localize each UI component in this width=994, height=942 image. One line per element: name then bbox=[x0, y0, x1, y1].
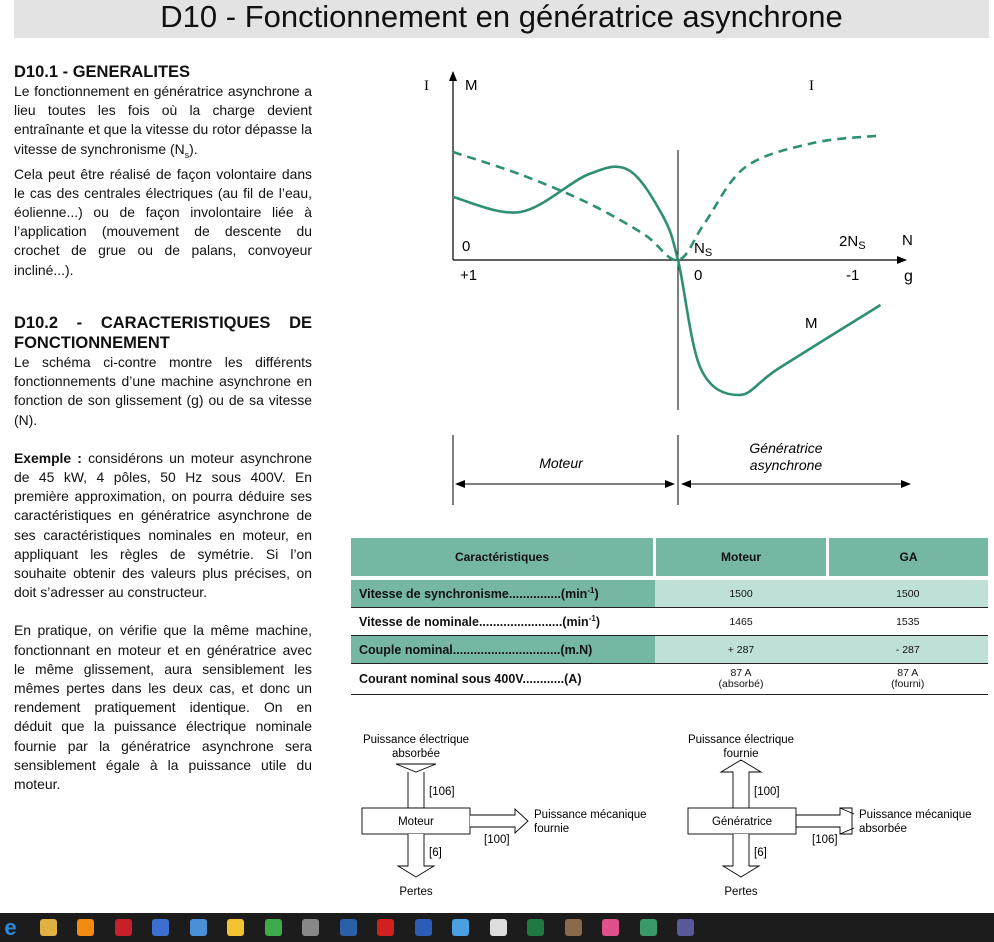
flow-ga-side-value: [106] bbox=[812, 834, 838, 846]
flow-moteur-box-label: Moteur bbox=[398, 816, 434, 828]
flow-moteur-side-value: [100] bbox=[484, 834, 510, 846]
series-label-M: M bbox=[805, 315, 818, 332]
table-row: Couple nominal...............................(m.N) + 287 - 287 bbox=[351, 636, 988, 664]
image-icon[interactable] bbox=[565, 919, 582, 936]
flow-ga-bottom-value: [6] bbox=[754, 847, 767, 859]
flow-ga-out-arrow bbox=[721, 760, 761, 808]
flow-ga-side-label-2: absorbée bbox=[859, 823, 907, 835]
series-label-I: I bbox=[809, 78, 814, 94]
flow-ga-side-arrow bbox=[796, 808, 854, 834]
region-ga-label-2: asynchrone bbox=[749, 457, 823, 473]
flow-moteur-top-label-1: Puissance électrique bbox=[362, 734, 470, 746]
speed-tick-2ns: $2N_S$ bbox=[839, 233, 866, 252]
section-generalites bbox=[14, 62, 312, 280]
colors-icon[interactable] bbox=[602, 919, 619, 936]
table-row: Vitesse de $synchronisme...............(\min^{-1})$ 1500 1500 bbox=[351, 580, 988, 608]
section1-heading: D10.1 - GENERALITES bbox=[14, 63, 191, 81]
region-moteur-label: Moteur bbox=[539, 455, 583, 471]
camera-icon[interactable] bbox=[190, 919, 207, 936]
section2-para3: En pratique, on vérifie que la même machine, fonctionnant en moteur et en génératrice avec le même glissement, aura sensiblement les mêmes pertes dans les deux cas, et donc un rendement pratiquement identique. On en déduit que la puissance électrique nominale fournie par la génératrice asynchrone sera sensiblement égale à la puissance utile du moteur. bbox=[14, 622, 312, 793]
flow-ga-box-label: Génératrice bbox=[711, 816, 773, 828]
characteristics-table bbox=[351, 538, 988, 695]
flow-moteur-side-arrow bbox=[470, 809, 528, 833]
section2-example: Exemple : considérons un moteur asynchrone de 45 kW, 4 pôles, 50 Hz sous 400V. En première approximation, on pourra déduire ses caractéristiques en génératrice asynchrone de ses caractéristiques nominales en moteur, en appliquant les règles de symétrie. Si l’on souhaite obtenir des valeurs plus précises, on doit s’adresser au constructeur. bbox=[14, 449, 312, 601]
characteristic-chart bbox=[416, 60, 936, 510]
flow-generatrice bbox=[688, 734, 972, 898]
flow-moteur-top-value: [106] bbox=[429, 786, 455, 798]
globe-icon[interactable] bbox=[640, 919, 657, 936]
flow-moteur-top-label-2: absorbée bbox=[392, 748, 440, 760]
section2-para1: Le schéma ci-contre montre les différents fonctionnements d’une machine asynchrone en fonction de son glissement (g) ou de sa vitesse (N). bbox=[14, 354, 312, 428]
chrome-icon[interactable] bbox=[265, 919, 282, 936]
header-moteur: Moteur bbox=[655, 538, 828, 576]
slip-tick-plus1: +1 bbox=[460, 267, 478, 284]
section2-heading: D10.2 - CARACTERISTIQUES DE FONCTIONNEMENT bbox=[14, 314, 312, 352]
flow-moteur-bottom-value: [6] bbox=[429, 847, 442, 859]
flow-ga-top-label-2: fournie bbox=[723, 748, 759, 760]
taskbar bbox=[0, 913, 994, 942]
flow-moteur bbox=[362, 734, 647, 898]
x-label-N: N bbox=[902, 232, 913, 249]
torque-curve-M bbox=[453, 167, 881, 395]
slip-tick-minus1: -1 bbox=[846, 267, 860, 284]
paint-icon[interactable] bbox=[452, 919, 469, 936]
flow-ga-top-label-1: Puissance électrique bbox=[687, 734, 795, 746]
y-label-M: M bbox=[465, 77, 478, 94]
pdf-icon[interactable] bbox=[115, 919, 132, 936]
table-row: Courant nominal sous 400V............(A) 87 A (absorbé) 87 A (fourni) bbox=[351, 664, 988, 695]
speed-tick-ns: $N_S$ bbox=[694, 240, 713, 259]
vlc-icon[interactable] bbox=[77, 919, 94, 936]
slip-tick-0: 0 bbox=[694, 267, 703, 284]
acrobat-icon[interactable] bbox=[377, 919, 394, 936]
flow-moteur-bottom-label: Pertes bbox=[399, 886, 433, 898]
flow-moteur-side-label-1: Puissance mécanique bbox=[534, 809, 647, 821]
x-label-g: g bbox=[904, 268, 913, 285]
window-icon[interactable] bbox=[340, 919, 357, 936]
search-icon[interactable] bbox=[152, 919, 169, 936]
power-flow-diagrams bbox=[340, 728, 990, 908]
folder-icon[interactable] bbox=[40, 919, 57, 936]
table-header bbox=[351, 538, 988, 576]
current-curve-I bbox=[453, 136, 881, 261]
ie-icon[interactable]: e bbox=[4, 915, 17, 940]
store-icon[interactable] bbox=[227, 919, 244, 936]
word-icon[interactable] bbox=[415, 919, 432, 936]
photos-icon[interactable] bbox=[302, 919, 319, 936]
excel-icon[interactable] bbox=[527, 919, 544, 936]
speed-tick-0: 0 bbox=[462, 238, 471, 255]
media-icon[interactable] bbox=[677, 919, 694, 936]
header-ga: GA bbox=[828, 538, 989, 576]
flow-ga-top-value: [100] bbox=[754, 786, 780, 798]
region-ga-label-1: Génératrice bbox=[749, 440, 823, 456]
file-icon[interactable] bbox=[490, 919, 507, 936]
section1-para1: Le fonctionnement en génératrice asynchrone a lieu toutes les fois où la charge devient entraînante et que la vitesse du rotor dépasse la vitesse de synchronisme $(N_s)$. bbox=[14, 83, 312, 160]
y-label-I: I bbox=[424, 78, 429, 94]
table-row: Vitesse de $nominale........................(\min^{-1})$ 1465 1535 bbox=[351, 608, 988, 636]
header-carac: Caractéristiques bbox=[351, 538, 655, 576]
page-title: D10 - Fonctionnement en génératrice asynchrone bbox=[14, 0, 989, 38]
flow-ga-bottom-label: Pertes bbox=[724, 886, 758, 898]
flow-moteur-side-label-2: fournie bbox=[534, 823, 570, 835]
section1-para2: Cela peut être réalisé de façon volontaire dans le cas des centrales électriques (au fil de l’eau, éolienne...) ou de façon involontaire liée à l’application (mouvement de descente du crochet de grue ou de palans, convoyeur incliné...). bbox=[14, 165, 312, 278]
section-caracteristiques bbox=[14, 313, 312, 794]
flow-ga-side-label-1: Puissance mécanique bbox=[859, 809, 972, 821]
